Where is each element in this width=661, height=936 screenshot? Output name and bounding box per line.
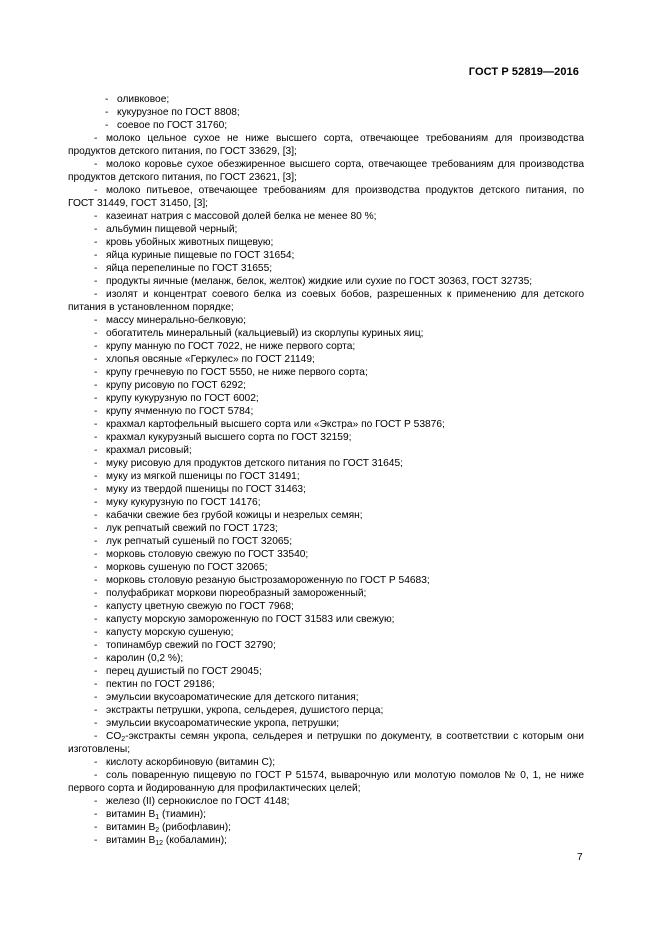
item-text: хлопья овсяные «Геркулес» по ГОСТ 21149; <box>106 354 315 365</box>
list-item <box>68 704 584 717</box>
item-text: капусту морскую сушеную; <box>106 627 234 638</box>
list-item <box>68 405 584 418</box>
item-prefix: CO <box>106 731 122 742</box>
list-item <box>68 184 584 210</box>
item-text: оливковое; <box>117 94 170 105</box>
list-dash: - <box>94 354 98 365</box>
item-text: альбумин пищевой черный; <box>106 224 238 235</box>
list-dash: - <box>94 640 98 651</box>
item-text: морковь столовую резаную быстрозамороженную по ГОСТ Р 54683; <box>106 575 430 586</box>
list-dash: - <box>94 549 98 560</box>
item-subscript: 2 <box>121 736 126 743</box>
list-item <box>68 756 584 769</box>
list-item <box>68 340 584 353</box>
item-subscript: 2 <box>155 827 160 834</box>
item-text: соль поваренную пищевую по ГОСТ Р 51574, выварочную или молотую помолов № 0, 1, не ниже первого сорта и йодированную для профилактических целей; <box>68 770 584 794</box>
item-text: (тиамин); <box>159 809 206 820</box>
item-text: экстракты петрушки, укропа, сельдерея, душистого перца; <box>106 705 384 716</box>
list-dash: - <box>94 536 98 547</box>
item-text: кровь убойных животных пищевую; <box>106 237 274 248</box>
list-item <box>68 106 584 119</box>
list-item <box>68 509 584 522</box>
list-item <box>68 249 584 262</box>
list-dash: - <box>94 731 98 742</box>
item-text: соевое по ГОСТ 31760; <box>117 120 228 131</box>
list-dash: - <box>94 393 98 404</box>
list-item <box>68 678 584 691</box>
list-dash: - <box>94 666 98 677</box>
list-dash: - <box>94 276 98 287</box>
list-item <box>68 769 584 795</box>
list-item <box>68 535 584 548</box>
list-item <box>68 600 584 613</box>
list-dash: - <box>94 133 98 144</box>
list-item <box>68 93 584 106</box>
list-dash: - <box>94 809 98 820</box>
list-dash: - <box>94 718 98 729</box>
item-text: крупу гречневую по ГОСТ 5550, не ниже первого сорта; <box>106 367 368 378</box>
list-dash: - <box>94 367 98 378</box>
list-dash: - <box>94 432 98 443</box>
list-dash: - <box>94 406 98 417</box>
item-text: молоко питьевое, отвечающее требованиям для производства продуктов детского питания, по ГОСТ 31449, ГОСТ 31450, [3]; <box>68 185 584 209</box>
list-item <box>68 548 584 561</box>
list-item <box>68 418 584 431</box>
list-item <box>68 613 584 626</box>
list-item <box>68 483 584 496</box>
list-item <box>68 626 584 639</box>
list-dash: - <box>94 458 98 469</box>
list-dash: - <box>94 627 98 638</box>
list-dash: - <box>94 237 98 248</box>
item-text: крупу рисовую по ГОСТ 6292; <box>106 380 246 391</box>
item-prefix: витамин В <box>106 822 156 833</box>
item-text: морковь сушеную по ГОСТ 32065; <box>106 562 268 573</box>
item-text: крахмал рисовый; <box>106 445 192 456</box>
list-dash: - <box>94 575 98 586</box>
list-item <box>68 587 584 600</box>
list-dash: - <box>94 419 98 430</box>
list-dash: - <box>105 94 109 105</box>
item-text: продукты яичные (меланж, белок, желток) жидкие или сухие по ГОСТ 30363, ГОСТ 32735; <box>106 276 533 287</box>
list-dash: - <box>94 445 98 456</box>
list-dash: - <box>94 211 98 222</box>
list-item <box>68 795 584 808</box>
item-text: капусту цветную свежую по ГОСТ 7968; <box>106 601 294 612</box>
list-item <box>68 431 584 444</box>
item-text: крупу манную по ГОСТ 7022, не ниже первого сорта; <box>106 341 356 352</box>
item-text: полуфабрикат моркови пюреобразный замороженный; <box>106 588 367 599</box>
item-text: муку рисовую для продуктов детского питания по ГОСТ 31645; <box>106 458 403 469</box>
list-dash: - <box>94 328 98 339</box>
list-item <box>68 132 584 158</box>
list-dash: - <box>94 614 98 625</box>
list-item <box>68 119 584 132</box>
list-dash: - <box>94 653 98 664</box>
item-text: крупу ячменную по ГОСТ 5784; <box>106 406 254 417</box>
list-dash: - <box>94 289 98 300</box>
list-dash: - <box>94 341 98 352</box>
item-text: массу минерально-белковую; <box>106 315 247 326</box>
item-text: обогатитель минеральный (кальциевый) из скорлупы куриных яиц; <box>106 328 424 339</box>
list-dash: - <box>105 120 109 131</box>
item-text: яйца перепелиные по ГОСТ 31655; <box>106 263 273 274</box>
list-dash: - <box>94 601 98 612</box>
list-item <box>68 652 584 665</box>
list-dash: - <box>94 497 98 508</box>
list-item <box>68 223 584 236</box>
list-item <box>68 834 584 847</box>
item-text: топинамбур свежий по ГОСТ 32790; <box>106 640 276 651</box>
list-dash: - <box>105 107 109 118</box>
item-text: муку кукурузную по ГОСТ 14176; <box>106 497 261 508</box>
list-dash: - <box>94 510 98 521</box>
item-text: эмульсии вкусоароматические для детского питания; <box>106 692 359 703</box>
list-item <box>68 392 584 405</box>
list-dash: - <box>94 822 98 833</box>
ingredient-list <box>68 93 584 847</box>
list-dash: - <box>94 315 98 326</box>
list-dash: - <box>94 679 98 690</box>
item-text: яйца куриные пищевые по ГОСТ 31654; <box>106 250 295 261</box>
list-item <box>68 808 584 821</box>
list-dash: - <box>94 588 98 599</box>
list-dash: - <box>94 250 98 261</box>
item-text: казеинат натрия с массовой долей белка не менее 80 %; <box>106 211 377 222</box>
item-prefix: витамин В <box>106 809 156 820</box>
item-text: крахмал картофельный высшего сорта или «Экстра» по ГОСТ Р 53876; <box>106 419 445 430</box>
list-item <box>68 353 584 366</box>
list-item <box>68 522 584 535</box>
list-item <box>68 262 584 275</box>
list-item <box>68 158 584 184</box>
list-dash: - <box>94 380 98 391</box>
item-text: кислоту аскорбиновую (витамин С); <box>106 757 276 768</box>
list-item <box>68 379 584 392</box>
list-item <box>68 314 584 327</box>
document-header: ГОСТ Р 52819—2016 <box>468 66 579 78</box>
item-text: морковь столовую свежую по ГОСТ 33540; <box>106 549 309 560</box>
list-dash: - <box>94 523 98 534</box>
list-dash: - <box>94 263 98 274</box>
list-item <box>68 236 584 249</box>
item-text: -экстракты семян укропа, сельдерея и петрушки по документу, в соответствии с которым они изготовлены; <box>68 731 584 755</box>
list-item <box>68 366 584 379</box>
list-item <box>68 717 584 730</box>
list-item <box>68 665 584 678</box>
list-dash: - <box>94 835 98 846</box>
item-text: пектин по ГОСТ 29186; <box>106 679 215 690</box>
list-dash: - <box>94 770 98 781</box>
list-dash: - <box>94 224 98 235</box>
list-dash: - <box>94 705 98 716</box>
item-text: (кобаламин); <box>163 835 227 846</box>
list-dash: - <box>94 757 98 768</box>
list-item <box>68 639 584 652</box>
list-dash: - <box>94 562 98 573</box>
list-dash: - <box>94 796 98 807</box>
item-text: изолят и концентрат соевого белка из соевых бобов, разрешенных к применению для детского питания в установленном порядке; <box>68 289 584 313</box>
item-text: лук репчатый сушеный по ГОСТ 32065; <box>106 536 293 547</box>
list-item <box>68 496 584 509</box>
list-dash: - <box>94 159 98 170</box>
item-text: перец душистый по ГОСТ 29045; <box>106 666 262 677</box>
item-text: капусту морскую замороженную по ГОСТ 31583 или свежую; <box>106 614 395 625</box>
list-item <box>68 574 584 587</box>
item-text: муку из твердой пшеницы по ГОСТ 31463; <box>106 484 306 495</box>
item-text: молоко коровье сухое обезжиренное высшего сорта, отвечающее требованиям для производства продуктов детского питания, по ГОСТ 23621, [3]; <box>68 159 584 183</box>
item-subscript: 1 <box>155 814 160 821</box>
item-prefix: витамин В <box>106 835 156 846</box>
item-text: крупу кукурузную по ГОСТ 6002; <box>106 393 259 404</box>
list-item <box>68 561 584 574</box>
item-text: крахмал кукурузный высшего сорта по ГОСТ 32159; <box>106 432 352 443</box>
list-item <box>68 288 584 314</box>
list-item <box>68 457 584 470</box>
list-dash: - <box>94 471 98 482</box>
list-item <box>68 470 584 483</box>
item-text: лук репчатый свежий по ГОСТ 1723; <box>106 523 278 534</box>
list-item <box>68 821 584 834</box>
item-text: (рибофлавин); <box>159 822 231 833</box>
list-item <box>68 691 584 704</box>
list-item <box>68 444 584 457</box>
item-text: муку из мягкой пшеницы по ГОСТ 31491; <box>106 471 300 482</box>
list-item <box>68 327 584 340</box>
list-dash: - <box>94 692 98 703</box>
item-text: кабачки свежие без грубой кожицы и незрелых семян; <box>106 510 363 521</box>
item-text: железо (II) сернокислое по ГОСТ 4148; <box>106 796 290 807</box>
list-item <box>68 730 584 756</box>
item-text: эмульсии вкусоароматические укропа, петрушки; <box>106 718 340 729</box>
item-text: кукурузное по ГОСТ 8808; <box>117 107 240 118</box>
item-text: молоко цельное сухое не ниже высшего сорта, отвечающее требованиям для производства продуктов детского питания, по ГОСТ 33629, [3]; <box>68 133 584 157</box>
list-item <box>68 210 584 223</box>
item-text: каролин (0,2 %); <box>106 653 184 664</box>
page-number: 7 <box>577 852 583 863</box>
list-dash: - <box>94 185 98 196</box>
item-subscript: 12 <box>155 840 164 847</box>
list-dash: - <box>94 484 98 495</box>
list-item <box>68 275 584 288</box>
